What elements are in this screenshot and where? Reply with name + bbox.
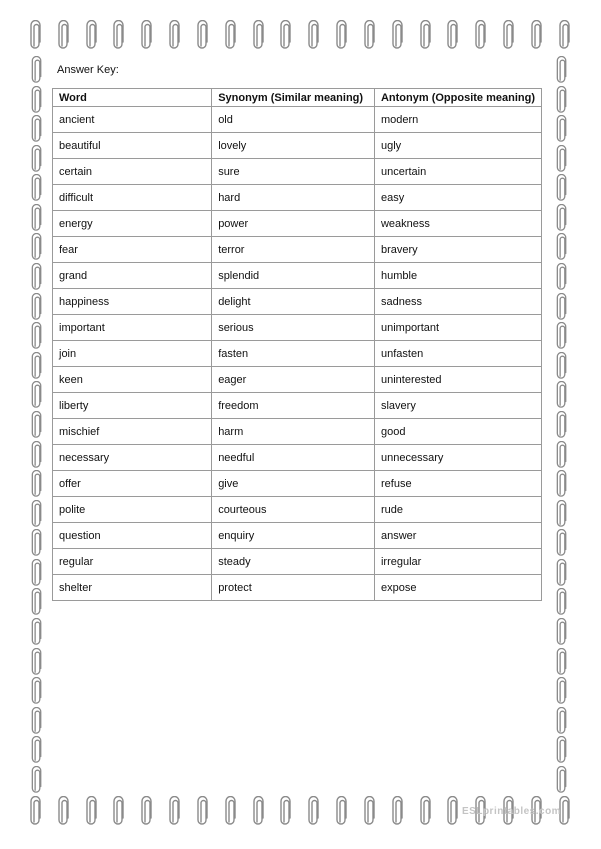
paperclip-icon [555,233,569,261]
cell-word: happiness [53,289,212,315]
paperclip-icon [555,381,569,409]
paperclip-icon [555,500,569,528]
paperclip-icon [280,796,292,826]
paperclip-icon [555,441,569,469]
cell-synonym: give [212,471,375,497]
paperclip-icon [555,263,569,291]
cell-antonym: good [374,419,541,445]
cell-synonym: splendid [212,263,375,289]
paperclip-icon [30,796,42,826]
cell-antonym: refuse [374,471,541,497]
paperclip-icon [555,293,569,321]
paperclip-icon [336,796,348,826]
paperclip-icon [555,648,569,676]
table-body [53,107,542,601]
cell-antonym: unfasten [374,341,541,367]
table-row [53,341,542,367]
paperclip-icon [420,796,432,826]
paperclip-border-left [30,56,46,794]
answer-key-heading: Answer Key: [57,64,119,76]
table-row [53,289,542,315]
paperclip-icon [30,500,44,528]
cell-word: necessary [53,445,212,471]
paperclip-icon [364,20,376,50]
cell-antonym: easy [374,185,541,211]
synonym-antonym-table [52,88,542,601]
table-row [53,471,542,497]
paperclip-icon [30,204,44,232]
paperclip-icon [392,796,404,826]
paperclip-icon [253,796,265,826]
table-row [53,367,542,393]
cell-word: join [53,341,212,367]
paperclip-icon [30,677,44,705]
paperclip-icon [30,233,44,261]
paperclip-border-right [555,56,571,794]
paperclip-icon [253,20,265,50]
paperclip-icon [197,20,209,50]
table-row [53,211,542,237]
table-row [53,393,542,419]
cell-synonym: enquiry [212,523,375,549]
cell-synonym: freedom [212,393,375,419]
paperclip-icon [169,20,181,50]
paperclip-icon [30,559,44,587]
cell-synonym: delight [212,289,375,315]
cell-word: keen [53,367,212,393]
paperclip-icon [141,20,153,50]
paperclip-icon [280,20,292,50]
cell-antonym: unnecessary [374,445,541,471]
table-row [53,575,542,601]
paperclip-icon [30,470,44,498]
paperclip-icon [86,796,98,826]
paperclip-icon [392,20,404,50]
paperclip-icon [30,174,44,202]
paperclip-icon [555,470,569,498]
cell-word: grand [53,263,212,289]
cell-word: ancient [53,107,212,133]
paperclip-icon [555,736,569,764]
table-row [53,107,542,133]
paperclip-icon [555,707,569,735]
paperclip-icon [86,20,98,50]
paperclip-icon [225,20,237,50]
cell-antonym: sadness [374,289,541,315]
cell-antonym: modern [374,107,541,133]
cell-synonym: fasten [212,341,375,367]
paperclip-icon [141,796,153,826]
paperclip-icon [30,263,44,291]
paperclip-icon [30,20,42,50]
cell-synonym: harm [212,419,375,445]
cell-synonym: protect [212,575,375,601]
paperclip-icon [58,20,70,50]
cell-word: mischief [53,419,212,445]
paperclip-icon [555,115,569,143]
table-row [53,523,542,549]
cell-antonym: uncertain [374,159,541,185]
cell-synonym: needful [212,445,375,471]
paperclip-icon [555,411,569,439]
paperclip-icon [30,529,44,557]
paperclip-icon [447,796,459,826]
cell-word: important [53,315,212,341]
paperclip-icon [559,20,571,50]
cell-antonym: ugly [374,133,541,159]
cell-synonym: serious [212,315,375,341]
paperclip-icon [555,322,569,350]
paperclip-icon [30,411,44,439]
paperclip-icon [336,20,348,50]
paperclip-border-top [30,20,571,54]
cell-synonym: hard [212,185,375,211]
paperclip-icon [30,588,44,616]
cell-word: beautiful [53,133,212,159]
paperclip-icon [555,529,569,557]
cell-synonym: steady [212,549,375,575]
paperclip-icon [113,796,125,826]
paperclip-icon [30,145,44,173]
paperclip-icon [308,20,320,50]
table-row [53,159,542,185]
cell-word: offer [53,471,212,497]
table-row [53,315,542,341]
table-row [53,263,542,289]
cell-synonym: power [212,211,375,237]
paperclip-icon [555,559,569,587]
table-row [53,497,542,523]
cell-word: fear [53,237,212,263]
cell-antonym: unimportant [374,315,541,341]
cell-antonym: expose [374,575,541,601]
paperclip-icon [30,115,44,143]
paperclip-icon [555,677,569,705]
paperclip-icon [113,20,125,50]
cell-synonym: old [212,107,375,133]
cell-synonym: sure [212,159,375,185]
paperclip-icon [475,20,487,50]
table-row [53,185,542,211]
cell-antonym: uninterested [374,367,541,393]
paperclip-icon [197,796,209,826]
header-antonym: Antonym (Opposite meaning) [374,89,541,107]
header-word: Word [53,89,212,107]
paperclip-icon [531,20,543,50]
paperclip-icon [555,56,569,84]
cell-synonym: eager [212,367,375,393]
table-header-row [53,89,542,107]
cell-word: difficult [53,185,212,211]
cell-antonym: humble [374,263,541,289]
paperclip-icon [30,441,44,469]
cell-antonym: answer [374,523,541,549]
cell-word: energy [53,211,212,237]
paperclip-icon [555,174,569,202]
paperclip-icon [30,766,44,794]
paperclip-icon [503,20,515,50]
table-row [53,237,542,263]
paperclip-icon [555,145,569,173]
cell-synonym: courteous [212,497,375,523]
cell-synonym: terror [212,237,375,263]
table-row [53,419,542,445]
cell-word: shelter [53,575,212,601]
paperclip-icon [58,796,70,826]
cell-antonym: irregular [374,549,541,575]
paperclip-icon [30,293,44,321]
table-row [53,133,542,159]
cell-antonym: slavery [374,393,541,419]
cell-word: polite [53,497,212,523]
paperclip-icon [30,56,44,84]
header-synonym: Synonym (Similar meaning) [212,89,375,107]
paperclip-icon [30,352,44,380]
cell-antonym: weakness [374,211,541,237]
cell-word: question [53,523,212,549]
table-row [53,549,542,575]
paperclip-icon [308,796,320,826]
paperclip-icon [225,796,237,826]
cell-antonym: rude [374,497,541,523]
paperclip-icon [30,322,44,350]
paperclip-icon [169,796,181,826]
paperclip-icon [555,86,569,114]
paperclip-icon [30,648,44,676]
paperclip-icon [30,707,44,735]
paperclip-icon [30,736,44,764]
paperclip-icon [555,352,569,380]
paperclip-icon [555,618,569,646]
cell-word: regular [53,549,212,575]
paperclip-icon [555,766,569,794]
paperclip-icon [30,381,44,409]
paperclip-icon [364,796,376,826]
cell-antonym: bravery [374,237,541,263]
watermark-text: ESLprintables.com [462,806,562,817]
cell-word: liberty [53,393,212,419]
cell-synonym: lovely [212,133,375,159]
paperclip-icon [420,20,432,50]
paperclip-icon [555,588,569,616]
paperclip-icon [447,20,459,50]
cell-word: certain [53,159,212,185]
paperclip-icon [30,618,44,646]
paperclip-icon [555,204,569,232]
paperclip-icon [30,86,44,114]
table-row [53,445,542,471]
